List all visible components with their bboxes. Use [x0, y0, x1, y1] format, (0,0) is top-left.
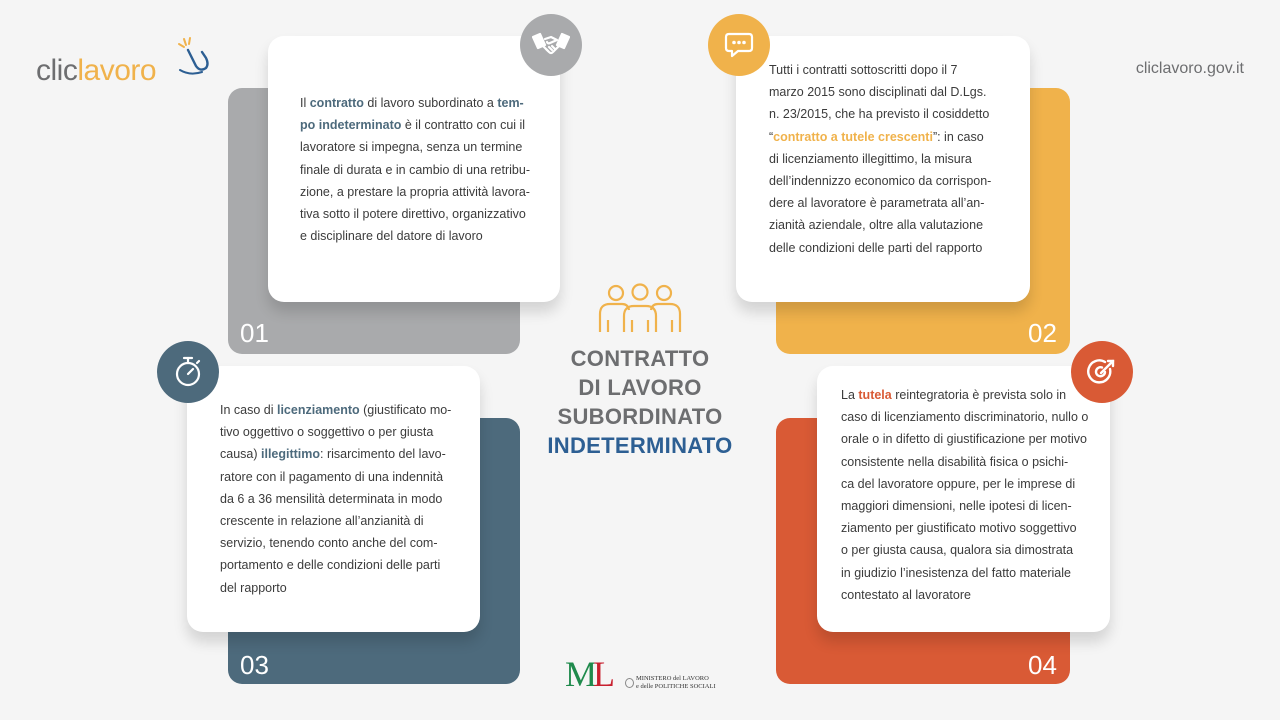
handshake-icon: [532, 31, 570, 59]
keyword-indeterminato: po indeterminato: [300, 118, 402, 133]
text-line: e disciplinare del datore di lavoro: [300, 229, 483, 244]
text-span: Il: [300, 96, 310, 110]
text-line: ziamento per giustificato motivo soggettivo: [841, 521, 1077, 536]
text-span: “: [769, 129, 774, 144]
text-line: contestato al lavoratore: [841, 587, 971, 602]
section-01-icon-circle: [520, 14, 582, 76]
text-line: o per giusta causa, qualora sia dimostrata: [841, 543, 1074, 558]
text-line: marzo 2015 sono disciplinati dal D.Lgs.: [769, 85, 987, 100]
text-span: ”: in caso: [932, 129, 984, 144]
text-span: La: [841, 388, 859, 402]
stopwatch-icon: [174, 356, 202, 388]
people-group-icon: [596, 282, 684, 334]
text-line: consistente nella disabilità fisica o psichi-: [841, 454, 1069, 469]
text-line: delle condizioni delle parti del rapporto: [769, 240, 983, 255]
section-03-icon-circle: [157, 341, 219, 403]
section-02-number: 02: [1028, 318, 1057, 348]
section-02-text: [769, 59, 1009, 259]
text-span: è il contratto con cui il: [401, 118, 526, 133]
text-line: tivo oggettivo o soggettivo o per giusta: [220, 425, 434, 440]
text-span: di lavoro subordinato a: [363, 96, 498, 110]
text-line: caso di licenziamento discriminatorio, nullo o: [841, 410, 1089, 425]
text-span: reintegratoria è prevista solo in: [891, 388, 1067, 402]
logo-clic-text: clic: [36, 54, 78, 87]
section-02-card: [736, 36, 1030, 302]
text-span: (giustificato mo-: [359, 403, 452, 417]
title-line-2: DI LAVORO: [578, 375, 702, 400]
section-01-card: [268, 36, 560, 302]
text-line: crescente in relazione all’anzianità di: [220, 514, 424, 529]
text-span: In caso di: [220, 403, 277, 417]
logo-lavoro-text: lavoro: [77, 54, 157, 87]
section-02-icon-circle: [708, 14, 770, 76]
section-03-card: [187, 366, 480, 632]
ministry-logo-l: L: [593, 654, 612, 694]
chat-bubble-icon: [724, 31, 754, 59]
text-line: maggiori dimensioni, nelle ipotesi di licen-: [841, 499, 1072, 514]
text-line: portamento e delle condizioni delle parti: [220, 558, 441, 573]
keyword-licenziamento: licenziamento: [276, 403, 360, 417]
ministry-name-line-1: MINISTERO del LAVORO: [636, 675, 709, 682]
text-span: causa): [220, 447, 261, 462]
keyword-tutele-crescenti: contratto a tutele crescenti: [773, 129, 933, 144]
text-line: tiva sotto il potere direttivo, organizzativo: [300, 207, 526, 222]
section-01-number: 01: [240, 318, 269, 348]
title-line-3: SUBORDINATO: [557, 404, 723, 429]
text-line: ca del lavoratore oppure, per le imprese di: [841, 476, 1076, 491]
text-line: finale di durata e in cambio di una retribu-: [300, 162, 530, 177]
section-04-card: [817, 366, 1110, 632]
text-span: : risarcimento del lavo-: [320, 447, 446, 462]
text-line: dere al lavoratore è parametrata all’an-: [769, 196, 985, 211]
text-line: servizio, tenendo conto anche del com-: [220, 536, 438, 551]
republic-emblem-icon: [625, 678, 634, 688]
text-line: lavoratore si impegna, senza un termine: [300, 140, 523, 155]
section-04-icon-circle: [1071, 341, 1133, 403]
keyword-contratto: contratto: [309, 96, 364, 110]
section-04-number: 04: [1028, 650, 1057, 680]
text-line: del rapporto: [220, 580, 287, 595]
text-line: zione, a prestare la propria attività lavora-: [300, 184, 530, 199]
section-04-text: [841, 384, 1101, 606]
title-line-4: INDETERMINATO: [547, 433, 733, 458]
text-line: di licenziamento illegittimo, la misura: [769, 151, 972, 166]
ministry-logo[interactable]: [565, 656, 725, 696]
text-line: ratore con il pagamento di una indennità: [220, 469, 444, 484]
text-line: orale o in difetto di giustificazione per motivo: [841, 432, 1087, 447]
section-03-text: [220, 399, 460, 599]
text-line: Tutti i contratti sottoscritti dopo il 7: [769, 63, 958, 77]
text-line: dell’indennizzo economico da corrispon-: [769, 174, 992, 189]
text-line: zianità aziendale, oltre alla valutazione: [769, 218, 984, 233]
section-01-text: [300, 92, 536, 247]
keyword-illegittimo: illegittimo: [261, 447, 321, 462]
keyword-tempo: tem-: [497, 96, 524, 110]
ministry-logo-m: M: [565, 654, 594, 694]
site-url-link[interactable]: cliclavoro.gov.it: [1135, 60, 1244, 77]
text-line: da 6 a 36 mensilità determinata in modo: [220, 491, 443, 506]
target-arrow-icon: [1086, 356, 1118, 388]
pointing-hand-icon: [176, 36, 210, 76]
ministry-name-line-2: e delle POLITICHE SOCIALI: [636, 682, 716, 690]
text-line: in giudizio l’inesistenza del fatto materiale: [841, 565, 1071, 580]
text-line: n. 23/2015, che ha previsto il cosiddetto: [769, 107, 990, 122]
page-title: [540, 344, 740, 460]
title-line-1: CONTRATTO: [570, 346, 710, 371]
section-03-number: 03: [240, 650, 269, 680]
keyword-tutela: tutela: [858, 388, 892, 402]
